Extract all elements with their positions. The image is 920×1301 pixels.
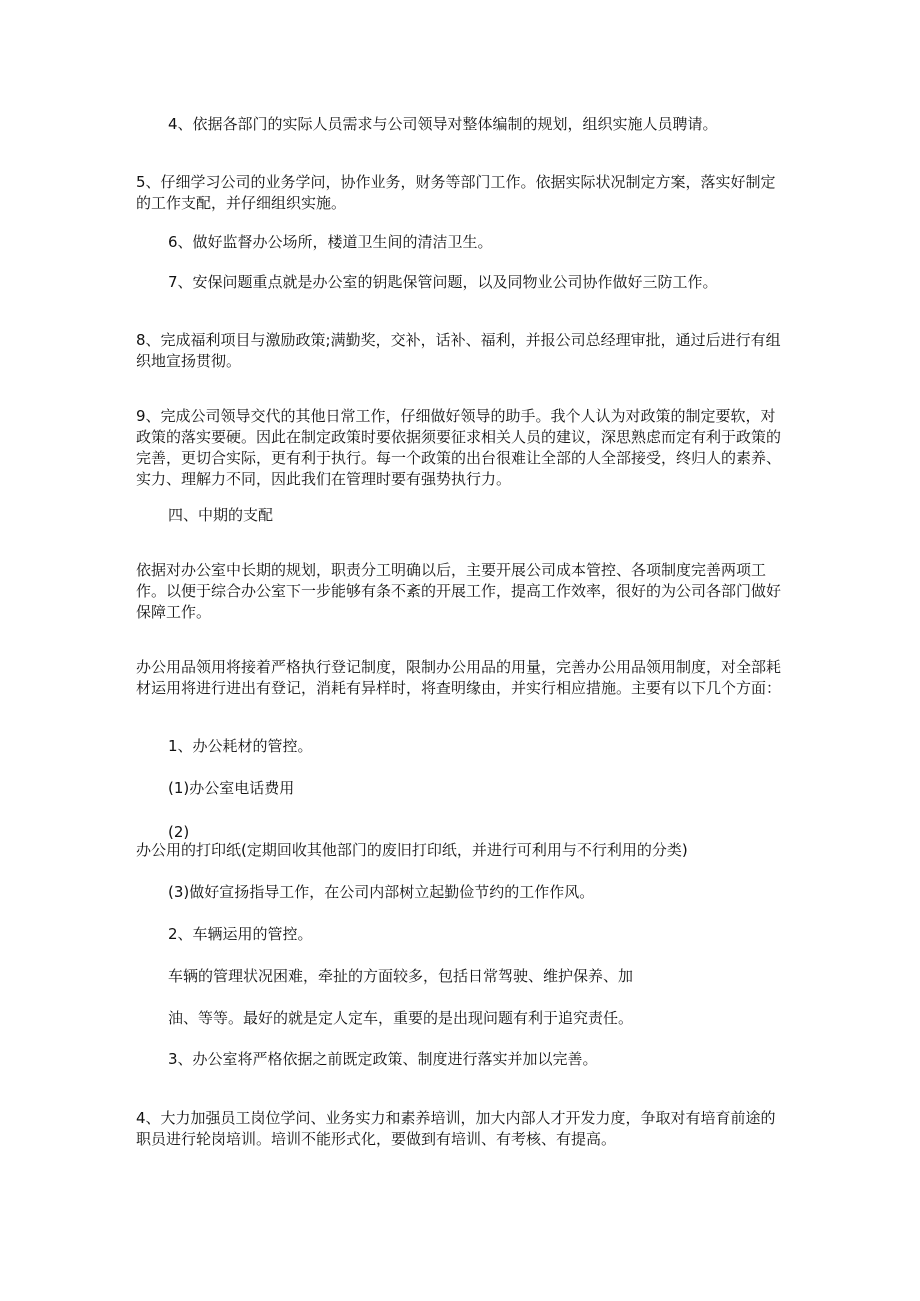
paragraph-vehicle-management: 车辆的管理状况困难，牵扯的方面较多，包括日常驾驶、维护保养、加 (168, 967, 634, 985)
paragraph-daily-work: 9、完成公司领导交代的其他日常工作，仔细做好领导的助手。我个人认为对政策的制定要软，对政策的落实要硬。因此在制定政策时要依据须要征求相关人员的建议，深思熟虑而定有利于政策的完善，更切合实际，更有利于执行。每一个政策的出台很难让全部的人全部接受，终归人的素养、实力、理解力不同，因此我们在管理时要有强势执行力。 (136, 407, 782, 488)
paragraph-security: 7、安保问题重点就是办公室的钥匙保管问题，以及同物业公司协作做好三防工作。 (168, 273, 718, 291)
paragraph-welfare: 8、完成福利项目与激励政策;满勤奖，交补，话补、福利，并报公司总经理审批，通过后进行有组织地宣扬贯彻。 (136, 331, 781, 370)
paragraph-vehicle-responsibility: 油、等等。最好的就是定人定车，重要的是出现问题有利于追究责任。 (168, 1009, 634, 1027)
paragraph-cleaning: 6、做好监督办公场所，楼道卫生间的清洁卫生。 (168, 233, 493, 251)
list-item-consumables: 1、办公耗材的管控。 (168, 737, 313, 755)
paragraph-recruitment: 4、依据各部门的实际人员需求与公司领导对整体编制的规划，组织实施人员聘请。 (168, 115, 718, 133)
list-item-number-2: (2) (168, 823, 190, 841)
paragraph-business-study: 5、仔细学习公司的业务学问，协作业务，财务等部门工作。依据实际状况制定方案，落实好制定的工作支配，并仔细组织实施。 (136, 173, 776, 212)
section-heading-midterm: 四、中期的支配 (168, 506, 274, 524)
list-item-phone-cost: (1)办公室电话费用 (168, 779, 295, 797)
list-item-promotion: (3)做好宣扬指导工作，在公司内部树立起勤俭节约的工作作风。 (168, 883, 595, 901)
paragraph-office-supplies: 办公用品领用将接着严格执行登记制度，限制办公用品的用量，完善办公用品领用制度，对全部耗材运用将进行进出有登记，消耗有异样时，将查明缘由，并实行相应措施。主要有以下几个方面： (136, 658, 782, 697)
list-item-printing-paper: 办公用的打印纸(定期回收其他部门的废旧打印纸，并进行可利用与不行利用的分类) (136, 841, 688, 859)
list-item-vehicles: 2、车辆运用的管控。 (168, 925, 313, 943)
list-item-policy-implementation: 3、办公室将严格依据之前既定政策、制度进行落实并加以完善。 (168, 1050, 598, 1068)
paragraph-midterm-plan: 依据对办公室中长期的规划，职责分工明确以后，主要开展公司成本管控、各项制度完善两项工作。以便于综合办公室下一步能够有条不紊的开展工作，提高工作效率，很好的为公司各部门做好保障工作。 (136, 561, 782, 621)
paragraph-training: 4、大力加强员工岗位学问、业务实力和素养培训，加大内部人才开发力度，争取对有培育前途的职员进行轮岗培训。培训不能形式化，要做到有培训、有考核、有提高。 (136, 1109, 776, 1148)
